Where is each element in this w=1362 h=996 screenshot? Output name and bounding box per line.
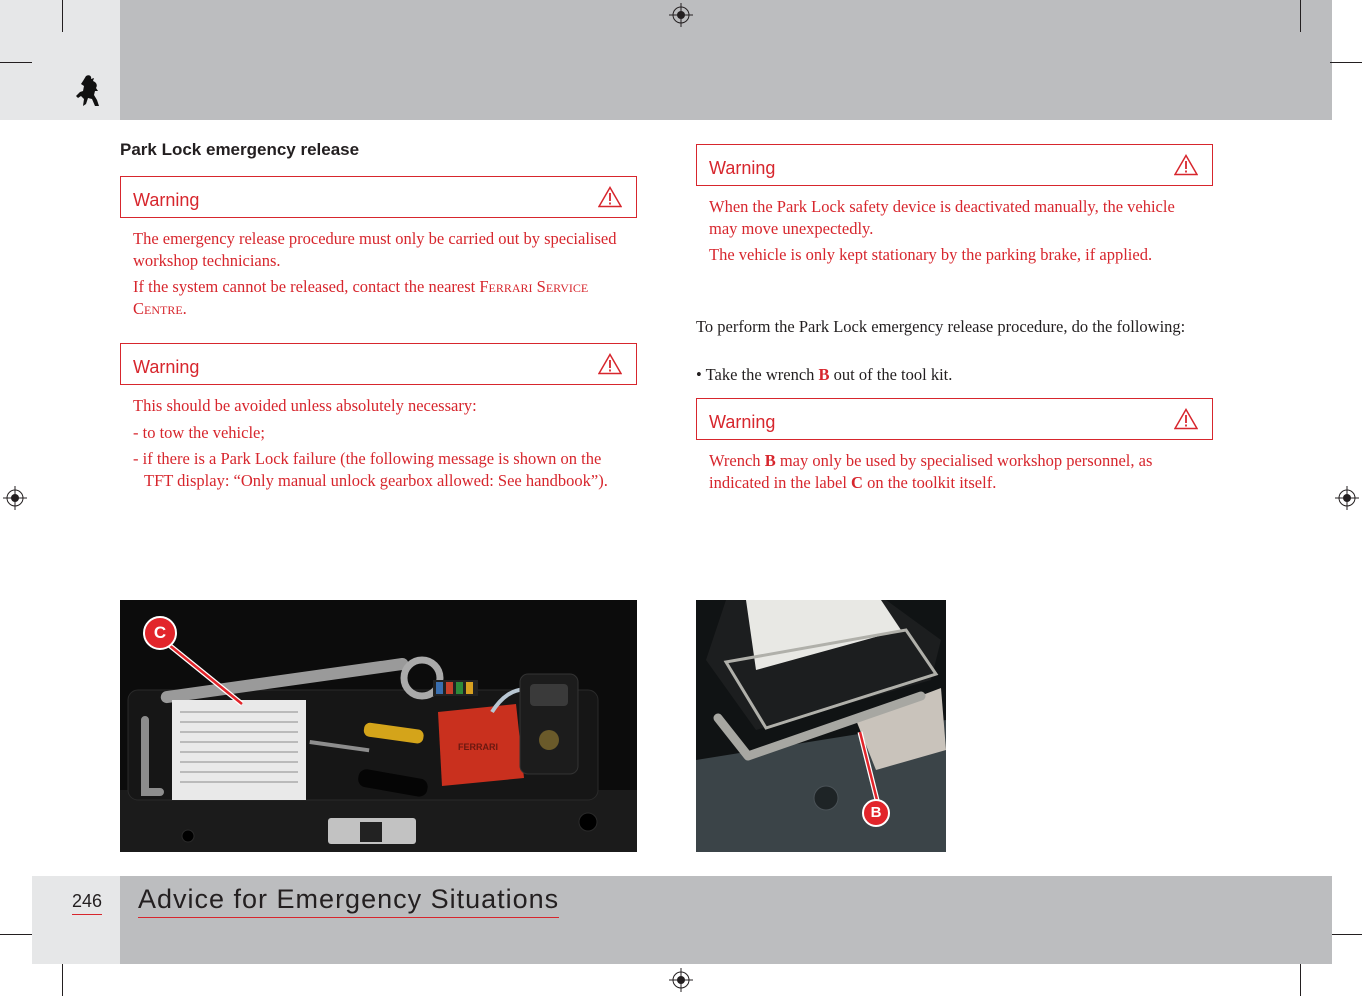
toolkit-illustration: [120, 600, 637, 852]
warning-triangle-icon: [598, 186, 622, 208]
prancing-horse-icon: [74, 74, 104, 108]
crop-mark: [1300, 0, 1301, 32]
warning-1-paragraph-2: [133, 276, 623, 319]
registration-mark-icon: [669, 3, 693, 27]
w4-letter-b: B: [764, 451, 776, 470]
crop-mark: [1330, 62, 1362, 63]
warning-1-p2-prefix: If the system cannot be released, contact the nearest: [133, 277, 480, 296]
warning-3-paragraph-1: When the Park Lock safety device is deactivated manually, the vehicle may move unexpectedly.: [709, 197, 1175, 238]
warning-box-1: [120, 176, 637, 218]
header-band: [0, 0, 1332, 120]
warning-triangle-icon: [1174, 154, 1198, 176]
section-title: Park Lock emergency release: [120, 140, 360, 159]
registration-mark-icon: [669, 968, 693, 992]
crop-mark: [1300, 964, 1301, 996]
step-1-suffix: out of the tool kit.: [829, 365, 953, 384]
ferrari-service-centre: Ferrari Service Centre: [133, 277, 589, 318]
red-bag-brand-text: FERRARI: [458, 742, 498, 752]
w4-text-3: on the toolkit itself.: [862, 472, 997, 492]
step-1-prefix: • Take the wrench: [696, 365, 819, 384]
toolkit-photo: [120, 600, 637, 852]
warning-2-paragraph-1: This should be avoided unless absolutely necessary:: [133, 396, 477, 415]
w4-text-1: Wrench: [709, 451, 765, 470]
procedure-intro: To perform the Park Lock emergency release procedure, do the following:: [696, 317, 1186, 336]
chapter-title: Advice for Emergency Situations: [138, 884, 559, 918]
crop-mark: [0, 62, 32, 63]
registration-mark-icon: [1335, 486, 1359, 510]
warning-1-text: [133, 228, 623, 319]
warning-2-text: [133, 395, 623, 491]
warning-triangle-icon: [1174, 408, 1198, 430]
crop-mark: [1330, 934, 1362, 935]
warning-label: Warning: [133, 357, 200, 377]
warning-label: Warning: [709, 412, 776, 432]
crop-mark: [62, 964, 63, 996]
wrench-illustration: [696, 600, 946, 852]
warning-triangle-icon: [598, 353, 622, 375]
crop-mark: [62, 0, 63, 32]
warning-1-p2-suffix: .: [182, 298, 187, 318]
wrench-photo: [696, 600, 946, 852]
warning-label: Warning: [709, 158, 776, 178]
callout-b: B: [862, 799, 890, 827]
warning-label: Warning: [133, 190, 200, 210]
warning-4-text: [709, 450, 1201, 493]
warning-box-4: [696, 398, 1213, 440]
procedure-step-1: [696, 364, 1201, 386]
w4-text-2: may only be used by specialised workshop personnel, as indicated in the label: [709, 451, 1153, 492]
warning-3-paragraph-2: The vehicle is only kept stationary by the parking brake, if applied.: [709, 245, 1153, 264]
warning-box-3: [696, 144, 1213, 186]
warning-3-text: [709, 196, 1201, 266]
warning-2-item-1: - to tow the vehicle;: [133, 422, 265, 442]
w4-letter-c: C: [851, 472, 863, 492]
wrench-letter-b: B: [818, 365, 830, 384]
warning-box-2: [120, 343, 637, 385]
registration-mark-icon: [3, 486, 27, 510]
crop-mark: [0, 934, 32, 935]
callout-c: C: [143, 616, 177, 650]
warning-1-paragraph-1: The emergency release procedure must only be carried out by specialised workshop technicians.: [133, 229, 617, 270]
page-number: 246: [72, 891, 102, 915]
warning-2-item-2: - if there is a Park Lock failure (the following message is shown on the TFT display: “Only manual unlock gearbox allowed: See handbook”).: [133, 449, 608, 490]
footer-page-tile: [32, 876, 120, 964]
